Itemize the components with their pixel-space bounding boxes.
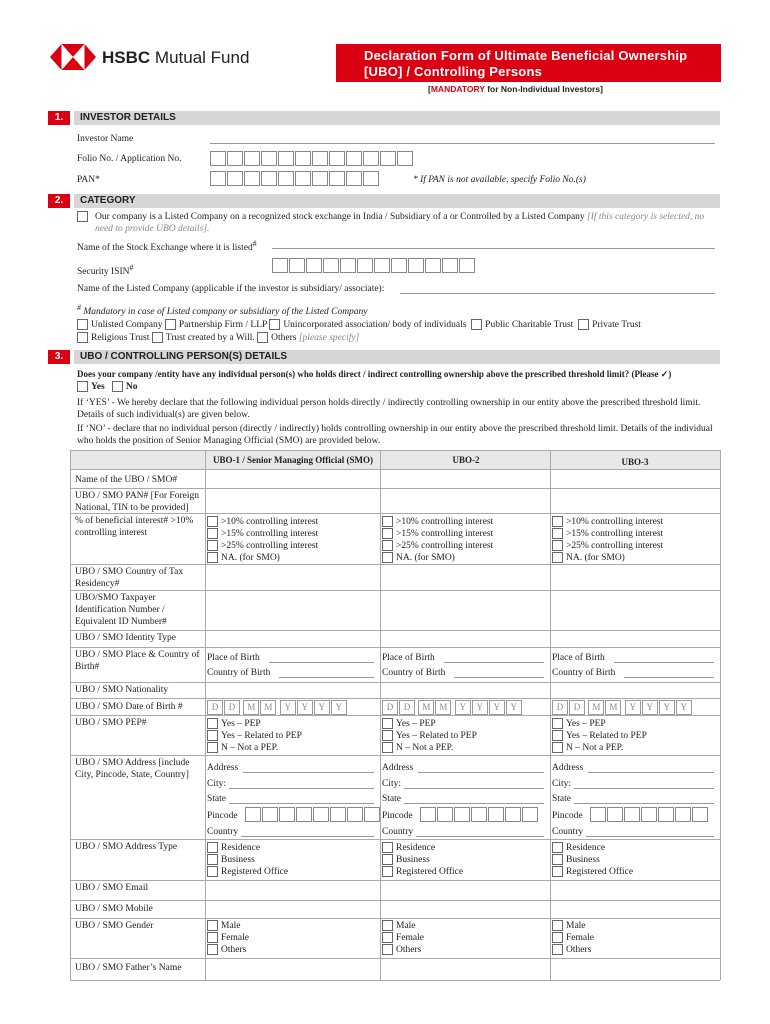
title-line-2: [UBO] / Controlling Persons	[364, 64, 543, 79]
hash-mark: #	[252, 239, 257, 248]
pct-opt-label: NA. (for SMO)	[396, 553, 455, 563]
address-type-label: Registered Office	[221, 867, 289, 877]
ubo3-country-of-birth-input[interactable]	[624, 677, 714, 678]
isin-label	[77, 262, 133, 278]
section-3-title: UBO / CONTROLLING PERSON(S) DETAILS	[74, 350, 720, 364]
ubo3-address-label: Address	[552, 763, 584, 773]
dob-cell: D	[399, 700, 415, 715]
folio-input[interactable]	[210, 151, 414, 166]
ubo3-place-of-birth-input[interactable]	[614, 662, 714, 663]
ubo3-country-of-birth: Country of Birth	[552, 668, 616, 678]
no-option[interactable]	[112, 382, 138, 392]
dob-cell: D	[382, 700, 398, 715]
pct-option[interactable]	[552, 528, 663, 540]
hash-mark: #	[77, 303, 81, 312]
listed-company-text	[95, 211, 720, 235]
ubo2-dob-input[interactable]	[382, 700, 523, 715]
section-2-title: CATEGORY	[74, 194, 720, 208]
row-pan-label: UBO / SMO PAN# [For Foreign National, TIN to be provided]	[75, 491, 199, 513]
yes-option[interactable]	[77, 382, 105, 392]
ubo3-city-input[interactable]	[574, 788, 714, 789]
ubo1-country-of-birth-input[interactable]	[279, 677, 374, 678]
ubo3-address-input[interactable]	[588, 772, 714, 773]
row-birth-label: UBO / SMO Place & Country of Birth#	[75, 650, 200, 672]
isin-text: Security ISIN	[77, 267, 130, 278]
opt-partnership[interactable]	[165, 320, 267, 330]
ubo1-pincode-label: Pincode	[207, 811, 238, 821]
bracket-open: [	[428, 84, 431, 94]
ubo3-pincode-input[interactable]	[590, 807, 709, 822]
pep-opt-label: N – Not a PEP.	[396, 743, 454, 753]
opt-religious-trust[interactable]	[77, 333, 149, 343]
pct-opt-label: >25% controlling interest	[221, 541, 319, 551]
ubo3-place-of-birth: Place of Birth	[552, 653, 605, 663]
address-type-option[interactable]	[382, 842, 463, 854]
table-hline	[70, 715, 720, 716]
row-id-type-label: UBO / SMO Identity Type	[75, 633, 177, 643]
mandatory-note	[428, 84, 603, 94]
opt-unlisted-label: Unlisted Company	[91, 320, 163, 330]
address-type-option[interactable]	[382, 866, 463, 878]
opt-public-label: Public Charitable Trust	[485, 320, 574, 330]
investor-name-input[interactable]	[210, 143, 715, 144]
pep-option[interactable]	[552, 742, 647, 754]
pan-input[interactable]	[210, 171, 380, 186]
ubo1-address-type-options	[207, 842, 288, 878]
opt-private-label: Private Trust	[592, 320, 641, 330]
pct-option[interactable]	[207, 516, 318, 528]
row-nationality-label: UBO / SMO Nationality	[75, 685, 169, 695]
address-type-label: Residence	[396, 843, 436, 853]
ubo2-address-type-options	[382, 842, 463, 878]
pct-opt-label: >15% controlling interest	[221, 529, 319, 539]
ubo2-state-input[interactable]	[404, 803, 544, 804]
stock-exchange-input[interactable]	[272, 248, 715, 249]
gender-option[interactable]	[552, 932, 594, 944]
pan-label: PAN*	[77, 175, 100, 185]
opt-partnership-label: Partnership Firm / LLP	[178, 320, 267, 330]
table-hline	[70, 958, 720, 959]
ubo2-pincode-label: Pincode	[382, 811, 413, 821]
ubo2-gender-options	[382, 920, 424, 956]
ubo2-pct-options	[382, 516, 493, 564]
dob-cell: Y	[331, 700, 347, 715]
ubo3-state-label: State	[552, 794, 571, 804]
dob-cell: Y	[625, 700, 641, 715]
dob-cell: D	[224, 700, 240, 715]
gender-option[interactable]	[207, 920, 249, 932]
address-type-option[interactable]	[207, 854, 288, 866]
ubo-table	[70, 450, 720, 980]
row-tax-country-label: UBO / SMO Country of Tax Residency#	[75, 567, 184, 589]
table-hline	[70, 647, 720, 648]
col-ubo3-header: UBO-3	[621, 457, 649, 467]
address-type-label: Business	[396, 855, 430, 865]
listed-text: Our company is a Listed Company on a recognized stock exchange in India / Subsidiary of a or Controlled by a Listed Company	[95, 212, 585, 222]
pep-opt-label: Yes – Related to PEP	[566, 731, 647, 741]
gender-option[interactable]	[382, 944, 424, 956]
ubo3-address-type-options	[552, 842, 633, 878]
pct-opt-label: >25% controlling interest	[566, 541, 664, 551]
gender-option[interactable]	[207, 944, 249, 956]
address-type-option[interactable]	[552, 866, 633, 878]
pep-option[interactable]	[382, 730, 477, 742]
ubo1-gender-options	[207, 920, 249, 956]
address-type-option[interactable]	[552, 854, 633, 866]
mandatory-listed-text: Mandatory in case of Listed company or subsidiary of the Listed Company	[83, 307, 368, 318]
no-label: No	[125, 382, 138, 392]
form-title	[336, 44, 721, 82]
ubo-question: Does your company /entity have any individual person(s) who holds direct / indirect controlling ownership above the prescribed threshold limit? (Please ✓)	[77, 369, 672, 379]
gender-option[interactable]	[552, 944, 594, 956]
ubo1-state-label: State	[207, 794, 226, 804]
opt-religious-label: Religious Trust	[91, 333, 150, 343]
mandatory-listed-note	[77, 302, 368, 318]
table-hline	[70, 450, 720, 451]
ubo2-place-of-birth: Place of Birth	[382, 653, 435, 663]
opt-uai[interactable]	[269, 320, 466, 330]
table-hline	[70, 488, 720, 489]
pct-option[interactable]	[382, 516, 493, 528]
ubo1-city-label: City:	[207, 779, 227, 789]
pep-option[interactable]	[382, 742, 477, 754]
address-type-label: Registered Office	[566, 867, 634, 877]
ubo3-pincode-label: Pincode	[552, 811, 583, 821]
dob-cell: M	[418, 700, 434, 715]
row-father-label: UBO / SMO Father’s Name	[75, 963, 182, 973]
ubo2-pincode-input[interactable]	[420, 807, 539, 822]
pep-option[interactable]	[207, 718, 302, 730]
pep-opt-label: Yes – PEP	[221, 719, 261, 729]
stock-exchange-label	[77, 238, 257, 254]
pct-opt-label: >15% controlling interest	[566, 529, 664, 539]
ubo2-city-input[interactable]	[404, 788, 544, 789]
dob-cell: D	[569, 700, 585, 715]
ubo1-country-input[interactable]	[241, 836, 374, 837]
opt-others-label: Others	[271, 333, 297, 343]
row-dob-label: UBO / SMO Date of Birth #	[75, 702, 183, 712]
ubo3-gender-options	[552, 920, 594, 956]
ubo2-place-of-birth-input[interactable]	[444, 662, 544, 663]
ubo1-address-label: Address	[207, 763, 239, 773]
row-address-type-label: UBO / SMO Address Type	[75, 842, 178, 852]
table-hline	[70, 918, 720, 919]
dob-cell: M	[260, 700, 276, 715]
col-ubo1-header: UBO-1 / Senior Managing Official (SMO)	[212, 455, 374, 465]
row-pep-label: UBO / SMO PEP#	[75, 718, 147, 728]
opt-specify: [please specify]	[298, 333, 360, 343]
pep-opt-label: N – Not a PEP.	[221, 743, 279, 753]
dob-cell: Y	[455, 700, 471, 715]
gender-label: Female	[221, 933, 249, 943]
pct-opt-label: >15% controlling interest	[396, 529, 494, 539]
ubo3-dob-input[interactable]	[552, 700, 693, 715]
pct-opt-label: NA. (for SMO)	[566, 553, 625, 563]
ubo1-country-label: Country	[207, 827, 239, 837]
ubo3-country-label: Country	[552, 827, 584, 837]
gender-label: Male	[396, 921, 416, 931]
pep-option[interactable]	[207, 730, 302, 742]
ubo2-country-of-birth: Country of Birth	[382, 668, 446, 678]
opt-private-trust[interactable]	[576, 320, 641, 330]
listed-company-name-input[interactable]	[400, 293, 715, 294]
ubo3-pep-options	[552, 718, 647, 754]
isin-input[interactable]	[272, 258, 476, 273]
ubo1-state-input[interactable]	[229, 803, 374, 804]
dob-cell: Y	[659, 700, 675, 715]
listed-company-checkbox[interactable]	[77, 211, 91, 222]
pct-opt-label: >10% controlling interest	[566, 517, 664, 527]
opt-will-label: Trust created by a Will.	[165, 333, 255, 343]
pct-option[interactable]	[382, 528, 493, 540]
brand-name: HSBC	[102, 48, 151, 67]
ubo3-pct-options	[552, 516, 663, 564]
title-line-1: Declaration Form of Ultimate Beneficial Ownership	[364, 48, 688, 63]
gender-label: Others	[396, 945, 422, 955]
pep-opt-label: Yes – PEP	[396, 719, 436, 729]
pct-option[interactable]	[382, 552, 493, 564]
gender-option[interactable]	[207, 932, 249, 944]
pep-option[interactable]	[207, 742, 302, 754]
table-hline	[70, 630, 720, 631]
address-type-option[interactable]	[382, 854, 463, 866]
ubo3-state-input[interactable]	[574, 803, 714, 804]
listed-company-name-label: Name of the Listed Company (applicable if the investor is subsidiary/ associate):	[77, 284, 385, 294]
dob-cell: D	[552, 700, 568, 715]
gender-label: Female	[566, 933, 594, 943]
pep-opt-label: Yes – Related to PEP	[221, 731, 302, 741]
mandatory-rest: for Non-Individual Investors]	[487, 84, 603, 94]
stock-exchange-text: Name of the Stock Exchange where it is listed	[77, 243, 253, 254]
pep-option[interactable]	[552, 718, 647, 730]
pep-opt-label: N – Not a PEP.	[566, 743, 624, 753]
category-options-row-1	[77, 319, 641, 331]
ubo2-country-input[interactable]	[416, 836, 544, 837]
brand-suffix: Mutual Fund	[154, 48, 250, 67]
dob-cell: Y	[642, 700, 658, 715]
table-hline	[70, 682, 720, 683]
opt-uai-label: Unincorporated association/ body of individuals	[283, 320, 467, 330]
row-pct-label: % of beneficial interest# >10% controlling interest	[75, 516, 194, 538]
if-yes-text: If ‘YES’ - We hereby declare that the following individual person holds directly / indirectly controlling ownership in our entity above the prescribed threshold limit. Details of such individual(s) are given below.	[77, 398, 701, 420]
hsbc-hexagon-icon	[50, 44, 96, 70]
dob-cell: Y	[506, 700, 522, 715]
gender-option[interactable]	[552, 920, 594, 932]
if-no-text: If ‘NO’ - declare that no individual person (directly / indirectly) holds controlling ownership in our entity above the prescribed threshold limit. Details of the individual who holds the position of Senior Managing Official (SMO) are provided below.	[77, 424, 713, 446]
ubo2-country-label: Country	[382, 827, 414, 837]
pct-opt-label: >10% controlling interest	[221, 517, 319, 527]
address-type-label: Residence	[221, 843, 261, 853]
dob-cell: M	[605, 700, 621, 715]
hsbc-logo	[50, 44, 250, 74]
gender-label: Male	[221, 921, 241, 931]
table-hline	[70, 880, 720, 881]
pct-option[interactable]	[382, 540, 493, 552]
ubo1-address-input[interactable]	[243, 772, 374, 773]
pct-opt-label: >10% controlling interest	[396, 517, 494, 527]
table-vline	[720, 450, 721, 980]
ubo1-place-of-birth-input[interactable]	[269, 662, 374, 663]
mandatory-word: MANDATORY	[430, 84, 485, 94]
row-email-label: UBO / SMO Email	[75, 883, 149, 893]
table-hline	[70, 839, 720, 840]
ubo2-state-label: State	[382, 794, 401, 804]
table-hline	[70, 698, 720, 699]
pct-opt-label: >25% controlling interest	[396, 541, 494, 551]
row-name-label: Name of the UBO / SMO#	[75, 475, 178, 485]
address-type-option[interactable]	[207, 866, 288, 878]
opt-unlisted[interactable]	[77, 320, 163, 330]
section-1-number: 1.	[48, 111, 70, 125]
dob-cell: Y	[472, 700, 488, 715]
table-hline	[70, 564, 720, 565]
pep-option[interactable]	[552, 730, 647, 742]
dob-cell: M	[588, 700, 604, 715]
pep-opt-label: Yes – PEP	[566, 719, 606, 729]
section-3-number: 3.	[48, 350, 70, 364]
ubo2-country-of-birth-input[interactable]	[454, 677, 544, 678]
ubo1-city-input[interactable]	[229, 788, 374, 789]
dob-cell: Y	[280, 700, 296, 715]
pct-option[interactable]	[552, 516, 663, 528]
table-hline	[70, 469, 720, 470]
ubo1-pct-options	[207, 516, 318, 564]
pan-note: * If PAN is not available, specify Folio No.(s)	[413, 175, 586, 185]
ubo2-address-label: Address	[382, 763, 414, 773]
dob-cell: Y	[676, 700, 692, 715]
address-type-label: Residence	[566, 843, 606, 853]
gender-label: Others	[221, 945, 247, 955]
table-hline	[70, 590, 720, 591]
opt-will-trust[interactable]	[152, 333, 255, 343]
gender-label: Female	[396, 933, 424, 943]
yes-no-options	[77, 381, 137, 393]
address-type-label: Business	[221, 855, 255, 865]
gender-label: Others	[566, 945, 592, 955]
ubo3-city-label: City:	[552, 779, 572, 789]
ubo1-pep-options	[207, 718, 302, 754]
folio-label: Folio No. / Application No.	[77, 154, 182, 164]
row-address-label: UBO / SMO Address [include City, Pincode, State, Country]	[75, 758, 190, 780]
ubo1-dob-input[interactable]	[207, 700, 348, 715]
ubo1-place-of-birth: Place of Birth	[207, 653, 260, 663]
hash-mark: #	[129, 263, 134, 272]
address-type-label: Registered Office	[396, 867, 464, 877]
dob-cell: D	[207, 700, 223, 715]
pep-opt-label: Yes – Related to PEP	[396, 731, 477, 741]
ubo2-address-input[interactable]	[418, 772, 544, 773]
gender-option[interactable]	[382, 932, 424, 944]
row-mobile-label: UBO / SMO Mobile	[75, 904, 153, 914]
ubo3-country-input[interactable]	[586, 836, 714, 837]
section-2-number: 2.	[48, 194, 70, 208]
category-options-row-2	[77, 332, 359, 344]
section-1-title: INVESTOR DETAILS	[74, 111, 720, 125]
dob-cell: Y	[314, 700, 330, 715]
pct-opt-label: NA. (for SMO)	[221, 553, 280, 563]
ubo1-country-of-birth: Country of Birth	[207, 668, 271, 678]
address-type-option[interactable]	[552, 842, 633, 854]
gender-option[interactable]	[382, 920, 424, 932]
table-hline	[70, 755, 720, 756]
pct-option[interactable]	[207, 528, 318, 540]
col-ubo2-header: UBO-2	[452, 455, 480, 465]
table-hline	[70, 980, 720, 981]
yes-label: Yes	[91, 382, 105, 392]
dob-cell: Y	[297, 700, 313, 715]
dob-cell: Y	[489, 700, 505, 715]
dob-cell: M	[243, 700, 259, 715]
opt-public-trust[interactable]	[469, 320, 574, 330]
address-type-option[interactable]	[207, 842, 288, 854]
opt-others[interactable]	[257, 333, 359, 343]
row-gender-label: UBO / SMO Gender	[75, 921, 154, 931]
address-type-label: Business	[566, 855, 600, 865]
table-hline	[70, 900, 720, 901]
pct-option[interactable]	[207, 552, 318, 564]
pct-option[interactable]	[207, 540, 318, 552]
ubo1-pincode-input[interactable]	[245, 807, 381, 822]
pep-option[interactable]	[382, 718, 477, 730]
listed-note: [If this category is selected, no need to provide UBO details].	[95, 212, 705, 234]
ubo2-city-label: City:	[382, 779, 402, 789]
ubo2-pep-options	[382, 718, 477, 754]
pct-option[interactable]	[552, 552, 663, 564]
investor-name-label: Investor Name	[77, 134, 134, 144]
dob-cell: M	[435, 700, 451, 715]
pct-option[interactable]	[552, 540, 663, 552]
gender-label: Male	[566, 921, 586, 931]
row-tin-label: UBO/SMO Taxpayer Identification Number / Equivalent ID Number#	[75, 593, 167, 627]
